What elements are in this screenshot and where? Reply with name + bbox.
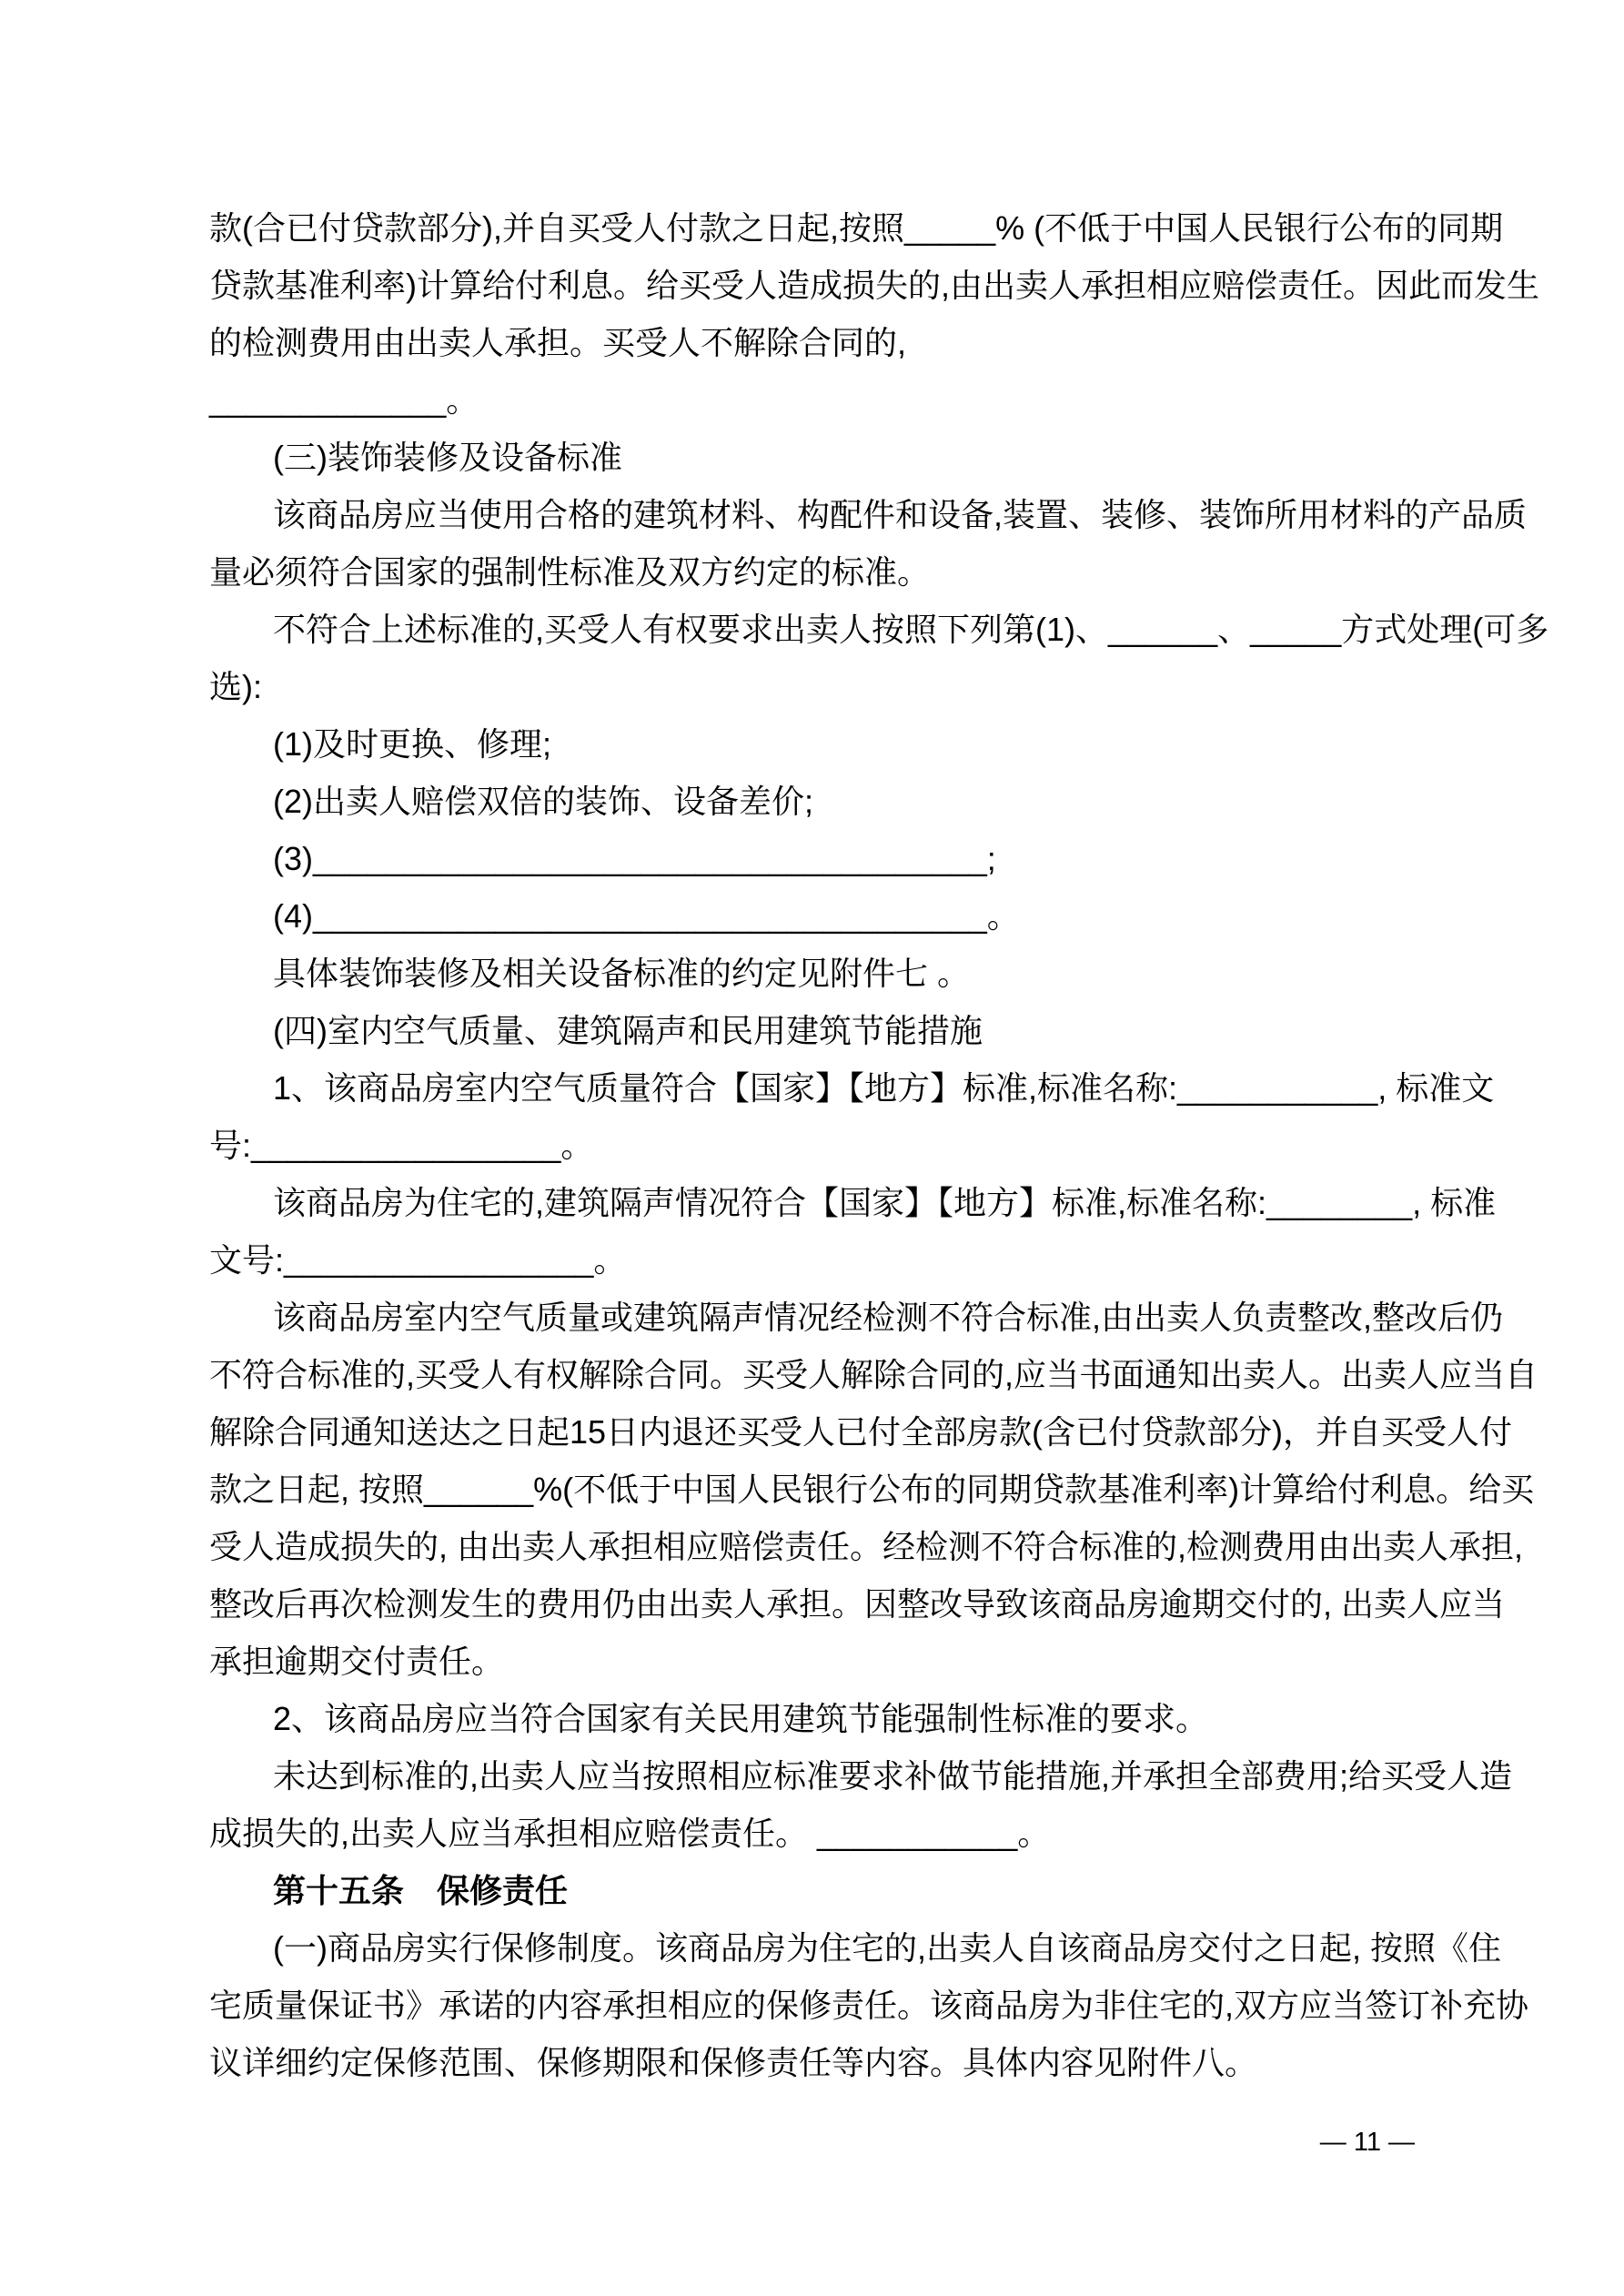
text-line: 2、该商品房应当符合国家有关民用建筑节能强制性标准的要求。 (273, 1700, 1209, 1737)
text-line: 量必须符合国家的强制性标准及双方约定的标准。 (209, 553, 931, 591)
text-line: 号:_________________。 (209, 1127, 594, 1164)
text-line: 款(合已付贷款部分),并自买受人付款之日起,按照_____% (不低于中国人民银行公布的同期 (209, 209, 1504, 247)
text-line: 未达到标准的,出卖人应当按照相应标准要求补做节能措施,并承担全部费用;给买受人造 (273, 1757, 1513, 1795)
text-line: 具体装饰装修及相关设备标准的约定见附件七 。 (273, 955, 971, 992)
text-line: 款之日起, 按照______%(不低于中国人民银行公布的同期贷款基准利率)计算给付利息。给买 (209, 1471, 1535, 1508)
text-line: 成损失的,出卖人应当承担相应赔偿责任。 ___________。 (209, 1815, 1051, 1852)
text-line: 1、该商品房室内空气质量符合【国家】【地方】标准,标准名称:___________, 标准文 (273, 1069, 1495, 1107)
text-line: 该商品房室内空气质量或建筑隔声情况经检测不符合标准,由出卖人负责整改,整改后仍 (273, 1299, 1504, 1336)
text-line: (一)商品房实行保修制度。该商品房为住宅的,出卖人自该商品房交付之日起, 按照《住 (273, 1929, 1501, 1967)
page-number: — 11 — (1319, 2128, 1415, 2157)
text-line: (4)_____________________________________。 (273, 897, 1020, 935)
text-line: 整改后再次检测发生的费用仍由出卖人承担。因整改导致该商品房逾期交付的, 出卖人应当 (209, 1585, 1506, 1623)
document-body (209, 199, 1549, 2091)
text-line: 该商品房应当使用合格的建筑材料、构配件和设备,装置、装修、装饰所用材料的产品质 (273, 496, 1528, 533)
text-line: (3)_____________________________________; (273, 840, 996, 877)
text-line: 的检测费用由出卖人承担。买受人不解除合同的, (209, 324, 907, 361)
text-line: (三)装饰装修及设备标准 (273, 439, 622, 476)
text-line: _____________。 (209, 381, 479, 419)
text-line: 该商品房为住宅的,建筑隔声情况符合【国家】【地方】标准,标准名称:________, 标准 (273, 1184, 1497, 1221)
text-line: 承担逾期交付责任。 (209, 1643, 505, 1680)
text-line: 解除合同通知送达之日起15日内退还买受人已付全部房款(含已付贷款部分)，并自买受人付 (209, 1413, 1513, 1451)
text-line: 选): (209, 668, 262, 705)
text-line: 宅质量保证书》承诺的内容承担相应的保修责任。该商品房为非住宅的,双方应当签订补充协 (209, 1987, 1529, 2024)
text-line: 贷款基准利率)计算给付利息。给买受人造成损失的,由出卖人承担相应赔偿责任。因此而发生 (209, 267, 1539, 304)
text-line: 文号:_________________。 (209, 1241, 627, 1279)
section-heading: 第十五条 保修责任 (273, 1872, 569, 1909)
text-line: (2)出卖人赔偿双倍的装饰、设备差价; (273, 783, 814, 820)
text-line: 不符合上述标准的,买受人有权要求出卖人按照下列第(1)、______、_____方式处理(可多 (273, 611, 1549, 648)
text-line: (1)及时更换、修理; (273, 725, 552, 763)
text-line: (四)室内空气质量、建筑隔声和民用建筑节能措施 (273, 1012, 983, 1049)
text-line: 受人造成损失的, 由出卖人承担相应赔偿责任。经检测不符合标准的,检测费用由出卖人承担, (209, 1528, 1524, 1565)
text-line: 议详细约定保修范围、保修期限和保修责任等内容。具体内容见附件八。 (209, 2044, 1258, 2081)
text-line: 不符合标准的,买受人有权解除合同。买受人解除合同的,应当书面通知出卖人。出卖人应当自 (209, 1356, 1538, 1393)
